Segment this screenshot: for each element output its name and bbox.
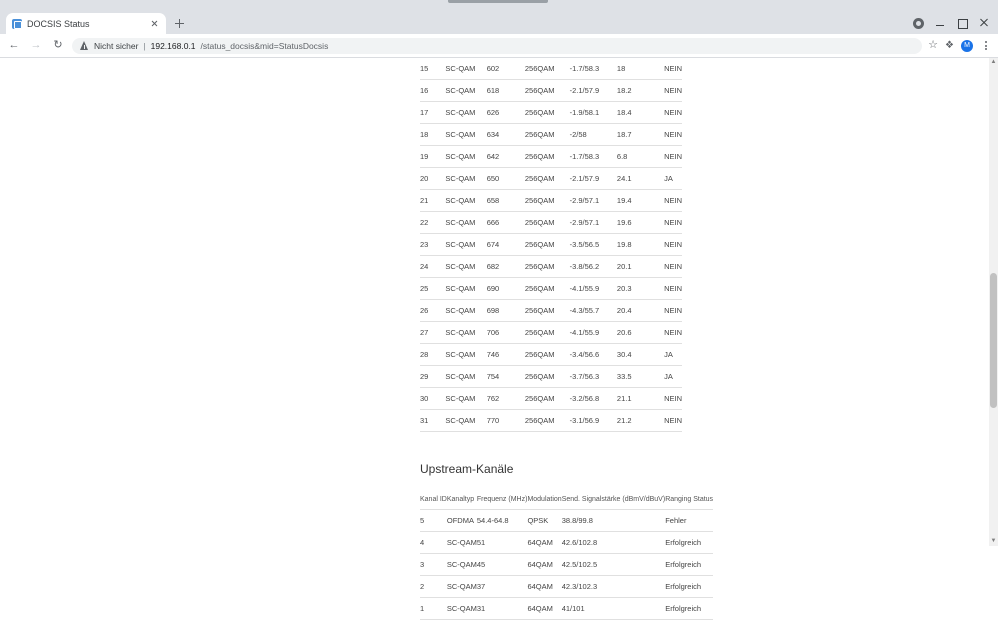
tab-title: DOCSIS Status	[27, 18, 90, 29]
cell-mer: 18.2	[617, 80, 664, 102]
cell-frequenz: 682	[487, 256, 525, 278]
cell-kanal-id: 4	[420, 532, 447, 554]
header-modulation: Modulation	[527, 490, 561, 510]
cell-modulation: 64QAM	[527, 576, 561, 598]
cell-kanal-id: 16	[420, 80, 445, 102]
cell-mer: 30.4	[617, 344, 664, 366]
cell-modulation: 256QAM	[525, 80, 570, 102]
cell-kanal-id: 3	[420, 554, 447, 576]
cell-modulation: 256QAM	[525, 234, 570, 256]
table-row	[420, 190, 682, 212]
cell-mer: 21.2	[617, 410, 664, 432]
extensions-puzzle-icon[interactable]: ❖	[945, 39, 954, 51]
table-row	[420, 366, 682, 388]
cell-signalstaerke: -2/58	[570, 124, 617, 146]
cell-fec: NEIN	[664, 410, 682, 432]
cell-kanal-id: 22	[420, 212, 445, 234]
cell-mer: 18.7	[617, 124, 664, 146]
table-row	[420, 510, 713, 532]
cell-modulation: 256QAM	[525, 278, 570, 300]
cell-mer: 6.8	[617, 146, 664, 168]
cell-kanaltyp: SC-QAM	[445, 300, 486, 322]
cell-kanal-id: 21	[420, 190, 445, 212]
cell-modulation: 256QAM	[525, 146, 570, 168]
window-controls	[913, 12, 994, 34]
cell-fec: NEIN	[664, 256, 682, 278]
security-label: Nicht sicher	[94, 40, 139, 51]
table-row	[420, 278, 682, 300]
cell-mer: 18	[617, 58, 664, 80]
cell-ranging-status: Fehler	[665, 510, 713, 532]
cell-modulation: 256QAM	[525, 212, 570, 234]
reload-icon[interactable]: ↻	[53, 39, 63, 51]
table-row	[420, 344, 682, 366]
cell-frequenz: 650	[487, 168, 525, 190]
cell-frequenz: 698	[487, 300, 525, 322]
cell-kanaltyp: SC-QAM	[445, 168, 486, 190]
cell-signalstaerke: -2.9/57.1	[570, 190, 617, 212]
close-icon[interactable]	[978, 17, 990, 29]
cell-fec: JA	[664, 168, 682, 190]
cell-kanaltyp: SC-QAM	[445, 80, 486, 102]
extension-icon[interactable]	[913, 18, 924, 29]
cell-signalstaerke: -1.9/58.1	[570, 102, 617, 124]
table-row	[420, 168, 682, 190]
cell-sendeleistung: 41/101	[562, 598, 666, 620]
table-row	[420, 598, 713, 620]
cell-kanaltyp: OFDMA	[447, 510, 477, 532]
cell-sendeleistung: 42.6/102.8	[562, 532, 666, 554]
cell-frequenz: 706	[487, 322, 525, 344]
cell-ranging-status: Erfolgreich	[665, 598, 713, 620]
cell-modulation: 256QAM	[525, 300, 570, 322]
cell-frequenz: 634	[487, 124, 525, 146]
table-row	[420, 212, 682, 234]
cell-sendeleistung: 42.5/102.5	[562, 554, 666, 576]
cell-mer: 19.4	[617, 190, 664, 212]
cell-mer: 33.5	[617, 366, 664, 388]
cell-modulation: 64QAM	[527, 598, 561, 620]
window-titlebar	[0, 0, 998, 12]
cell-mer: 19.8	[617, 234, 664, 256]
cell-kanaltyp: SC-QAM	[445, 256, 486, 278]
cell-modulation: 256QAM	[525, 410, 570, 432]
omnibox-separator: |	[143, 40, 146, 51]
cell-fec: NEIN	[664, 58, 682, 80]
address-bar[interactable]	[72, 38, 922, 54]
table-row	[420, 58, 682, 80]
scroll-down-arrow-icon[interactable]: ▼	[990, 538, 997, 544]
upstream-table-head	[420, 490, 713, 510]
cell-signalstaerke: -3.1/56.9	[570, 410, 617, 432]
cell-kanal-id: 1	[420, 598, 447, 620]
downstream-table-body	[420, 58, 682, 432]
table-row	[420, 322, 682, 344]
table-row	[420, 124, 682, 146]
table-row	[420, 102, 682, 124]
cell-mer: 20.6	[617, 322, 664, 344]
cell-mer: 20.1	[617, 256, 664, 278]
cell-signalstaerke: -3.4/56.6	[570, 344, 617, 366]
cell-kanaltyp: SC-QAM	[447, 554, 477, 576]
cell-sendeleistung: 42.3/102.3	[562, 576, 666, 598]
cell-mer: 24.1	[617, 168, 664, 190]
downstream-channels-table	[420, 58, 682, 432]
cell-kanal-id: 20	[420, 168, 445, 190]
cell-fec: NEIN	[664, 124, 682, 146]
cell-kanaltyp: SC-QAM	[445, 366, 486, 388]
header-kanaltyp: Kanaltyp	[447, 490, 477, 510]
cell-frequenz: 45	[477, 554, 528, 576]
cell-frequenz: 666	[487, 212, 525, 234]
browser-tab[interactable]	[6, 13, 166, 34]
table-row	[420, 146, 682, 168]
cell-kanal-id: 19	[420, 146, 445, 168]
cell-kanal-id: 23	[420, 234, 445, 256]
bookmark-star-icon[interactable]: ☆	[928, 39, 939, 51]
minimize-icon[interactable]	[934, 17, 946, 29]
browser-menu-icon[interactable]	[980, 41, 992, 50]
cell-modulation: 256QAM	[525, 366, 570, 388]
cell-signalstaerke: -4.1/55.9	[570, 322, 617, 344]
cell-frequenz: 618	[487, 80, 525, 102]
scrollbar-thumb[interactable]	[990, 273, 997, 408]
cell-frequenz: 690	[487, 278, 525, 300]
table-row	[420, 300, 682, 322]
cell-signalstaerke: -3.7/56.3	[570, 366, 617, 388]
cell-frequenz: 54.4-64.8	[477, 510, 528, 532]
upstream-table-body	[420, 510, 713, 620]
cell-kanal-id: 17	[420, 102, 445, 124]
cell-mer: 20.4	[617, 300, 664, 322]
page-viewport	[0, 58, 998, 613]
cell-fec: NEIN	[664, 234, 682, 256]
cell-fec: NEIN	[664, 146, 682, 168]
cell-frequenz: 746	[487, 344, 525, 366]
cell-fec: NEIN	[664, 278, 682, 300]
avatar[interactable]: M	[961, 40, 973, 52]
cell-mer: 18.4	[617, 102, 664, 124]
cell-kanal-id: 2	[420, 576, 447, 598]
cell-kanal-id: 30	[420, 388, 445, 410]
cell-fec: NEIN	[664, 212, 682, 234]
cell-sendeleistung: 38.8/99.8	[562, 510, 666, 532]
not-secure-icon	[80, 41, 89, 50]
url-path: /status_docsis&mid=StatusDocsis	[200, 40, 329, 51]
cell-fec: NEIN	[664, 102, 682, 124]
cell-kanaltyp: SC-QAM	[447, 532, 477, 554]
upstream-channels-table	[420, 490, 713, 620]
table-row	[420, 532, 713, 554]
cell-kanal-id: 26	[420, 300, 445, 322]
close-icon[interactable]	[149, 18, 160, 29]
cell-signalstaerke: -1.7/58.3	[570, 58, 617, 80]
header-frequenz: Frequenz (MHz)	[477, 490, 528, 510]
cell-frequenz: 754	[487, 366, 525, 388]
cell-kanal-id: 29	[420, 366, 445, 388]
cell-ranging-status: Erfolgreich	[665, 532, 713, 554]
cell-modulation: 256QAM	[525, 58, 570, 80]
table-row	[420, 80, 682, 102]
page-scrollbar[interactable]	[989, 58, 998, 546]
table-row	[420, 410, 682, 432]
cell-kanaltyp: SC-QAM	[447, 598, 477, 620]
cell-ranging-status: Erfolgreich	[665, 576, 713, 598]
cell-modulation: 256QAM	[525, 322, 570, 344]
cell-fec: NEIN	[664, 300, 682, 322]
window-drag-handle[interactable]	[448, 0, 548, 3]
cell-modulation: 256QAM	[525, 388, 570, 410]
cell-kanaltyp: SC-QAM	[445, 388, 486, 410]
cell-fec: NEIN	[664, 190, 682, 212]
cell-kanal-id: 24	[420, 256, 445, 278]
docsis-status-page	[0, 58, 998, 620]
header-ranging-status: Ranging Status	[665, 490, 713, 510]
cell-mer: 19.6	[617, 212, 664, 234]
cell-kanaltyp: SC-QAM	[445, 234, 486, 256]
cell-frequenz: 762	[487, 388, 525, 410]
new-tab-button[interactable]	[170, 14, 190, 34]
cell-frequenz: 626	[487, 102, 525, 124]
cell-modulation: 256QAM	[525, 124, 570, 146]
cell-frequenz: 642	[487, 146, 525, 168]
upstream-section-heading: Upstream-Kanäle	[420, 462, 514, 476]
cell-kanal-id: 5	[420, 510, 447, 532]
cell-kanal-id: 18	[420, 124, 445, 146]
cell-modulation: QPSK	[527, 510, 561, 532]
cell-modulation: 256QAM	[525, 190, 570, 212]
cell-fec: NEIN	[664, 322, 682, 344]
scroll-up-arrow-icon[interactable]: ▲	[990, 59, 997, 65]
cell-signalstaerke: -2.1/57.9	[570, 80, 617, 102]
cell-modulation: 256QAM	[525, 344, 570, 366]
cell-kanaltyp: SC-QAM	[445, 212, 486, 234]
cell-frequenz: 37	[477, 576, 528, 598]
cell-signalstaerke: -4.1/55.9	[570, 278, 617, 300]
url-host: 192.168.0.1	[150, 40, 196, 51]
header-sendeleistung: Send. Signalstärke (dBmV/dBuV)	[562, 490, 666, 510]
cell-fec: JA	[664, 344, 682, 366]
tab-strip	[0, 12, 998, 34]
cell-fec: NEIN	[664, 80, 682, 102]
cell-kanal-id: 31	[420, 410, 445, 432]
cell-ranging-status: Erfolgreich	[665, 554, 713, 576]
cell-frequenz: 51	[477, 532, 528, 554]
cell-signalstaerke: -3.8/56.2	[570, 256, 617, 278]
cell-kanal-id: 27	[420, 322, 445, 344]
cell-signalstaerke: -2.9/57.1	[570, 212, 617, 234]
cell-modulation: 256QAM	[525, 256, 570, 278]
cell-frequenz: 658	[487, 190, 525, 212]
toolbar-actions	[928, 40, 992, 52]
table-row	[420, 234, 682, 256]
cell-signalstaerke: -4.3/55.7	[570, 300, 617, 322]
table-row	[420, 256, 682, 278]
cell-kanaltyp: SC-QAM	[447, 576, 477, 598]
cell-kanaltyp: SC-QAM	[445, 58, 486, 80]
globe-icon	[12, 19, 22, 29]
cell-signalstaerke: -3.5/56.5	[570, 234, 617, 256]
cell-frequenz: 602	[487, 58, 525, 80]
cell-kanaltyp: SC-QAM	[445, 124, 486, 146]
cell-frequenz: 674	[487, 234, 525, 256]
maximize-icon[interactable]	[956, 17, 968, 29]
header-kanal-id: Kanal ID	[420, 490, 447, 510]
cell-kanaltyp: SC-QAM	[445, 278, 486, 300]
cell-kanal-id: 15	[420, 58, 445, 80]
cell-modulation: 64QAM	[527, 554, 561, 576]
cell-kanaltyp: SC-QAM	[445, 146, 486, 168]
cell-signalstaerke: -3.2/56.8	[570, 388, 617, 410]
cell-frequenz: 770	[487, 410, 525, 432]
table-row	[420, 576, 713, 598]
cell-kanaltyp: SC-QAM	[445, 410, 486, 432]
cell-kanal-id: 25	[420, 278, 445, 300]
forward-icon[interactable]: →	[30, 39, 42, 51]
table-header-row	[420, 490, 713, 510]
browser-toolbar	[0, 34, 998, 58]
table-row	[420, 388, 682, 410]
cell-kanaltyp: SC-QAM	[445, 190, 486, 212]
cell-signalstaerke: -1.7/58.3	[570, 146, 617, 168]
cell-mer: 20.3	[617, 278, 664, 300]
cell-fec: NEIN	[664, 388, 682, 410]
cell-fec: JA	[664, 366, 682, 388]
cell-mer: 21.1	[617, 388, 664, 410]
cell-kanaltyp: SC-QAM	[445, 344, 486, 366]
cell-modulation: 256QAM	[525, 168, 570, 190]
back-icon[interactable]: ←	[8, 39, 20, 51]
cell-frequenz: 31	[477, 598, 528, 620]
cell-modulation: 64QAM	[527, 532, 561, 554]
cell-kanal-id: 28	[420, 344, 445, 366]
cell-signalstaerke: -2.1/57.9	[570, 168, 617, 190]
cell-kanaltyp: SC-QAM	[445, 322, 486, 344]
table-row	[420, 554, 713, 576]
cell-kanaltyp: SC-QAM	[445, 102, 486, 124]
cell-modulation: 256QAM	[525, 102, 570, 124]
